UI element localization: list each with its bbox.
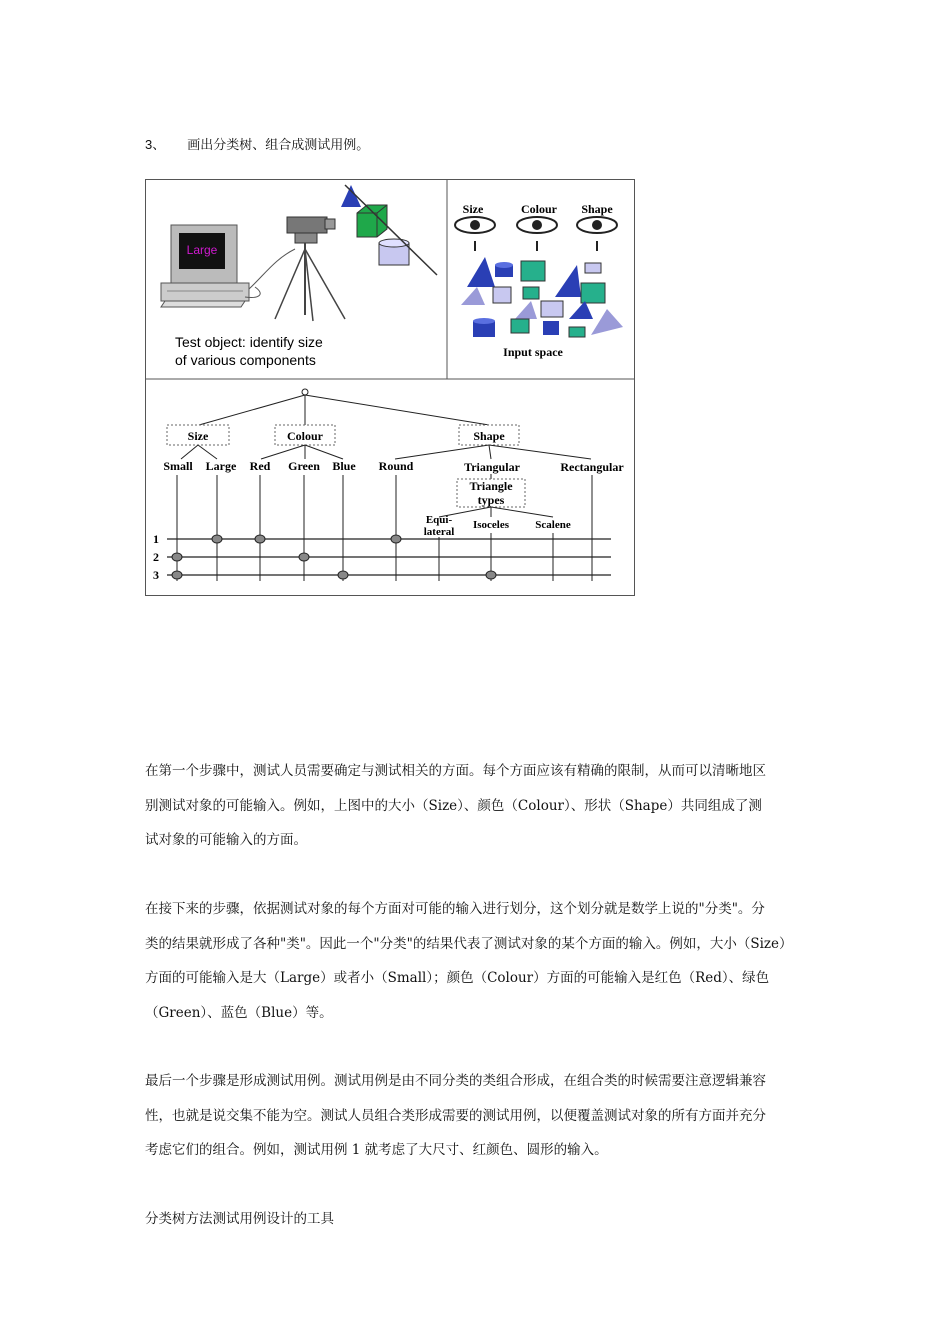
tree-shape-label: Shape	[473, 429, 505, 443]
test-case-marker	[391, 535, 401, 543]
row-label-2: 2	[153, 550, 159, 564]
class-isoceles: Isoceles	[472, 519, 510, 531]
paragraph-1-line-1: 在第一个步骤中，测试人员需要确定与测试相关的方面。每个方面应该有精确的限制，从而可以清晰地区	[145, 763, 766, 779]
classification-tree-figure	[145, 179, 635, 596]
aspect-size-label: Size	[462, 202, 484, 216]
aspect-colour-label: Colour	[521, 202, 557, 216]
test-case-marker	[338, 571, 348, 579]
triangle-types-line-1: Triangle	[469, 479, 513, 493]
test-case-marker	[299, 553, 309, 561]
row-label-3: 3	[153, 568, 159, 582]
class-large: Large	[205, 459, 237, 473]
paragraph-3-line-3: 考虑它们的组合。例如，测试用例 1 就考虑了大尺寸、红颜色、圆形的输入。	[145, 1142, 608, 1158]
paragraph-2-line-1: 在接下来的步骤，依据测试对象的每个方面对可能的输入进行划分，这个划分就是数学上说的"分类"。分	[145, 901, 765, 917]
tree-colour-label: Colour	[287, 429, 323, 443]
aspect-shape-label: Shape	[581, 202, 613, 216]
paragraph-3-line-1: 最后一个步骤是形成测试用例。测试用例是由不同分类的类组合形成，在组合类的时候需要注意逻辑兼容	[145, 1073, 766, 1089]
input-space-label: Input space	[503, 345, 563, 359]
class-red: Red	[249, 459, 271, 473]
paragraph-1-line-3: 试对象的可能输入的方面。	[145, 832, 307, 848]
paragraph-2-line-3: 方面的可能输入是大（Large）或者小（Small）；颜色（Colour）方面的可能输入是红色（Red）、绿色	[145, 970, 770, 986]
test-case-marker	[486, 571, 496, 579]
test-case-marker	[212, 535, 222, 543]
row-label-1: 1	[153, 532, 159, 546]
class-equilateral-2: lateral	[423, 526, 455, 538]
class-equilateral-1: Equi-	[425, 514, 453, 526]
class-small: Small	[163, 459, 193, 473]
paragraph-3-line-2: 性，也就是说交集不能为空。测试人员组合类形成需要的测试用例，以便覆盖测试对象的所有方面并充分	[145, 1107, 766, 1124]
class-green: Green	[288, 459, 320, 473]
class-scalene: Scalene	[535, 519, 571, 531]
test-case-marker	[172, 571, 182, 579]
caption-line-1: Test object: identify size	[175, 334, 323, 350]
triangle-types-line-2: types	[477, 493, 505, 507]
paragraph-2-line-2: 类的结果就形成了各种"类"。因此一个"分类"的结果代表了测试对象的某个方面的输入。例如，大小（Size）	[145, 935, 793, 952]
step-heading	[145, 134, 369, 153]
paragraph-2-line-4: （Green）、蓝色（Blue）等。	[145, 1004, 333, 1021]
class-rectangular: Rectangular	[560, 460, 624, 474]
paragraph-1	[145, 754, 810, 858]
test-case-marker	[255, 535, 265, 543]
step-number: 3、	[145, 137, 166, 152]
paragraph-1-line-2: 别测试对象的可能输入。例如，上图中的大小（Size）、颜色（Colour）、形状（Shape）共同组成了测	[145, 797, 762, 814]
paragraph-3	[145, 1064, 810, 1168]
class-blue: Blue	[332, 459, 356, 473]
paragraph-2	[145, 892, 810, 1030]
class-triangular: Triangular	[464, 460, 520, 474]
step-text: 画出分类树、组合成测试用例。	[187, 138, 370, 153]
class-round: Round	[378, 459, 414, 473]
caption-line-2: of various components	[175, 352, 316, 368]
tree-size-label: Size	[187, 429, 209, 443]
monitor-text: Large	[186, 243, 218, 257]
test-case-marker	[172, 553, 182, 561]
section-heading-tools: 分类树方法测试用例设计的工具	[145, 1211, 334, 1227]
